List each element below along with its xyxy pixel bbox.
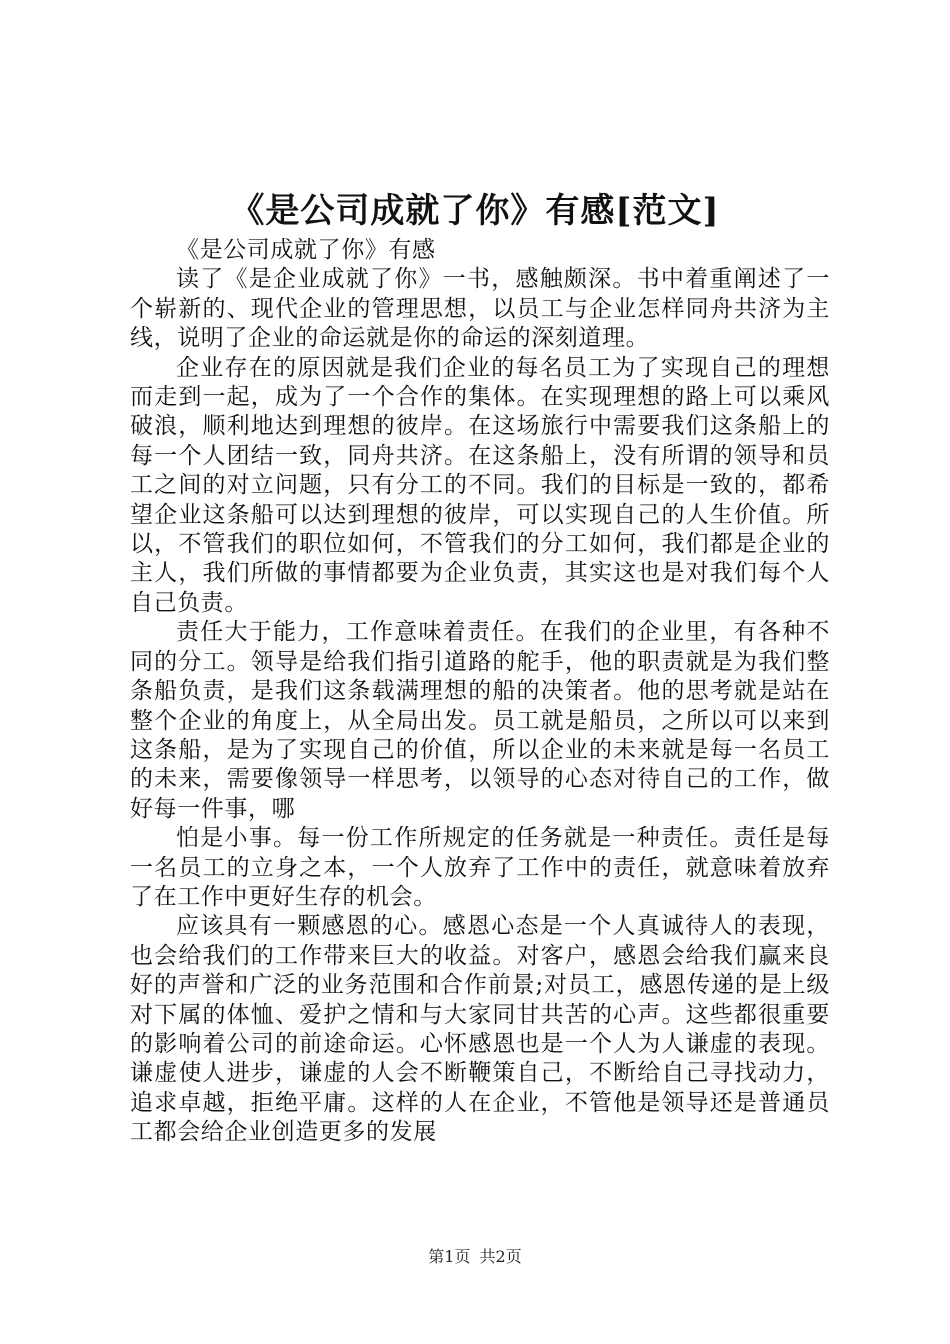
paragraph: 企业存在的原因就是我们企业的每名员工为了实现自己的理想而走到一起，成为了一个合作的集体。在实现理想的路上可以乘风破浪，顺利地达到理想的彼岸。在这场旅行中需要我们这条船上的每一个人团结一致，同舟共济。在这条船上，没有所谓的领导和员工之间的对立问题，只有分工的不同。我们的目标是一致的，都希望企业这条船可以达到理想的彼岸，可以实现自己的人生价值。所以，不管我们的职位如何，不管我们的分工如何，我们都是企业的主人，我们所做的事情都要为企业负责，其实这也是对我们每个人自己负责。	[130, 354, 830, 616]
paragraph-subtitle: 《是公司成就了你》有感	[176, 237, 436, 263]
document-body	[130, 236, 830, 1148]
document-title: 《是公司成就了你》有感[范文]	[230, 191, 720, 231]
paragraph: 应该具有一颗感恩的心。感恩心态是一个人真诚待人的表现，也会给我们的工作带来巨大的收益。对客户，感恩会给我们赢来良好的声誉和广泛的业务范围和合作前景;对员工，感恩传递的是上级对下属的体恤、爱护之情和与大家同甘共苦的心声。这些都很重要的影响着公司的前途命运。心怀感恩也是一个人为人谦虚的表现。谦虚使人进步，谦虚的人会不断鞭策自己，不断给自己寻找动力，追求卓越，拒绝平庸。这样的人在企业，不管他是领导还是普通员工都会给企业创造更多的发展	[130, 913, 830, 1146]
paragraph: 读了《是企业成就了你》一书，感触颇深。书中着重阐述了一个崭新的、现代企业的管理思想，以员工与企业怎样同舟共济为主线，说明了企业的命运就是你的命运的深刻道理。	[130, 266, 830, 352]
page-number: 第1页	[428, 1247, 471, 1266]
paragraph: 怕是小事。每一份工作所规定的任务就是一种责任。责任是每一名员工的立身之本，一个人放弃了工作中的责任，就意味着放弃了在工作中更好生存的机会。	[130, 825, 830, 910]
page-footer	[0, 1244, 950, 1267]
page-total: 共2页	[479, 1247, 522, 1266]
paragraph: 责任大于能力，工作意味着责任。在我们的企业里，有各种不同的分工。领导是给我们指引道路的舵手，他的职责就是为我们整条船负责，是我们这条载满理想的船的决策者。他的思考就是站在整个企业的角度上，从全局出发。员工就是船员，之所以可以来到这条船，是为了实现自己的价值，所以企业的未来就是每一名员工的未来，需要像领导一样思考，以领导的心态对待自己的工作，做好每一件事，哪	[130, 619, 830, 822]
